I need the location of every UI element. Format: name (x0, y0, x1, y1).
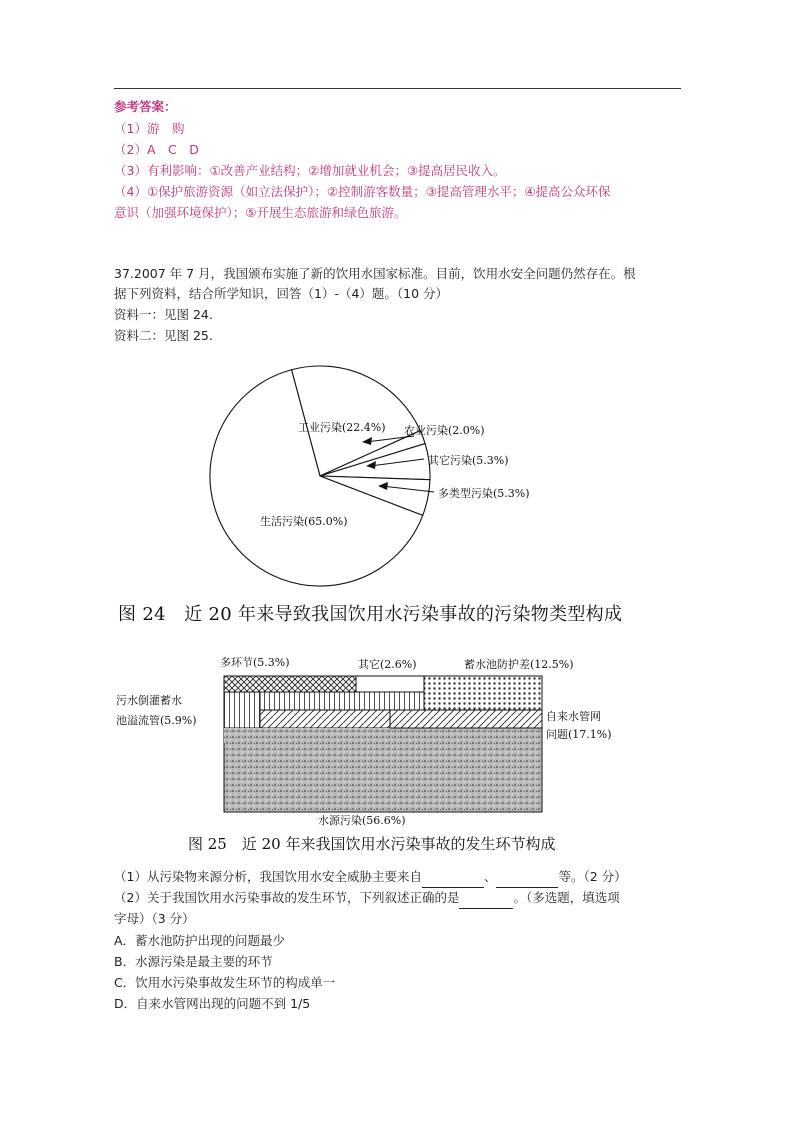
figure-24-pie-chart (114, 348, 674, 598)
question-intro-line-2: 据下列资料，结合所学知识，回答（1）-（4）题。（10 分） (114, 286, 449, 301)
answer-line-1: （1）游 购 (114, 121, 185, 136)
figure-24-caption: 图 24 近 20 年来导致我国饮用水污染事故的污染物类型构成 (118, 604, 623, 625)
q2-blank[interactable] (459, 888, 513, 909)
pie-label-agricultural: 农业污染(2.0%) (404, 424, 485, 437)
block-multi-link (224, 676, 356, 692)
q2-prefix: （2）关于我国饮用水污染事故的发生环节，下列叙述正确的是 (114, 890, 460, 905)
material-1: 资料一：见图 24. (114, 307, 213, 322)
label-sewage-line-1: 污水倒灌蓄水 (116, 694, 182, 707)
option-c: C．饮用水污染事故发生环节的构成单一 (114, 975, 336, 990)
q1-blank-2[interactable] (496, 867, 558, 888)
option-b: B．水源污染是最主要的环节 (114, 954, 273, 969)
q1-separator: 、 (483, 869, 497, 884)
answer-line-3: （3）有利影响：①改善产业结构；②增加就业机会；③提高居民收入。 (114, 163, 506, 178)
label-sewage-line-2: 池溢流管(5.9%) (116, 714, 197, 727)
q1-blank-1[interactable] (422, 867, 484, 888)
label-pipe-line-1: 自来水管网 (546, 710, 601, 723)
label-pipe-line-2: 问题(17.1%) (546, 728, 612, 741)
header-rule (114, 88, 681, 89)
pie-label-multi: 多类型污染(5.3%) (438, 487, 530, 500)
block-vertical-strip (260, 692, 424, 710)
subquestion-2-line-2: 字母）（3 分） (114, 911, 195, 926)
q1-suffix: 等。（2 分） (558, 869, 627, 884)
answers-title: 参考答案： (114, 99, 177, 114)
label-reservoir: 蓄水池防护差(12.5%) (464, 658, 574, 671)
answer-line-2: （2）A C D (114, 142, 199, 157)
option-d: D．自来水管网出现的问题不到 1/5 (114, 996, 311, 1011)
option-a: A．蓄水池防护出现的问题最少 (114, 933, 286, 948)
label-water-source: 水源污染(56.6%) (318, 814, 406, 827)
label-other: 其它(2.6%) (358, 658, 417, 671)
question-intro-line-1: 37.2007 年 7 月，我国颁布实施了新的饮用水国家标准。目前，饮用水安全问题仍然存在。根 (114, 266, 636, 281)
answer-line-4: （4）①保护旅游资源（如立法保护）；②控制游客数量；③提高管理水平；④提高公众环保 (114, 184, 611, 199)
block-reservoir (424, 676, 542, 710)
subquestion-2-line-1 (114, 888, 620, 909)
pie-label-industrial: 工业污染(22.4%) (298, 421, 386, 434)
q2-suffix: 。（多选题，填选项 (513, 890, 620, 905)
block-other (356, 676, 424, 692)
subquestion-1 (114, 867, 627, 888)
answer-line-5: 意识（加强环境保护）；⑤开展生态旅游和绿色旅游。 (114, 205, 407, 220)
q1-prefix: （1）从污染物来源分析，我国饮用水安全威胁主要来自 (114, 869, 422, 884)
figure-25-chart (112, 646, 612, 830)
block-sewage-overflow (224, 692, 260, 728)
material-2: 资料二：见图 25. (114, 328, 213, 343)
pie-label-domestic: 生活污染(65.0%) (260, 515, 348, 528)
pie-label-other: 其它污染(5.3%) (428, 454, 509, 467)
block-water-source-step (224, 728, 390, 744)
label-multi-link: 多环节(5.3%) (220, 656, 290, 669)
block-pipe-network-left (260, 710, 390, 728)
pie-slices (210, 366, 430, 586)
figure-25-caption: 图 25 近 20 年来我国饮用水污染事故的发生环节构成 (188, 835, 556, 853)
